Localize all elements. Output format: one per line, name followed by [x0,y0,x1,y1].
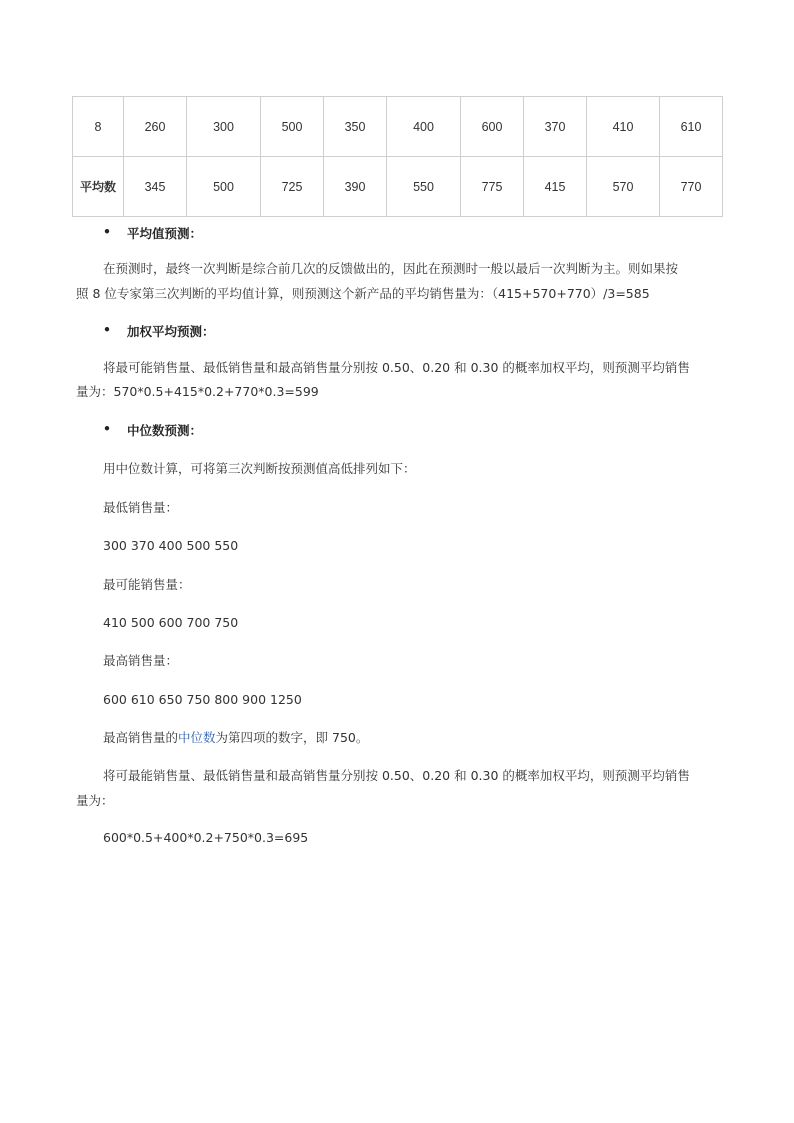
table-row-header-cell: 平均数 [73,157,124,217]
table-cell: 570 [587,157,660,217]
likely-sales-label: 最可能销售量： [103,577,191,592]
table-cell: 610 [660,97,723,157]
bullet-dot: • [103,421,111,436]
table-cell: 725 [261,157,324,217]
table-cell: 770 [660,157,723,217]
expert-forecast-table [72,96,723,217]
section-title-median: 中位数预测： [127,423,203,438]
table-cell: 600 [461,97,524,157]
section-title-average: 平均值预测： [127,226,203,241]
table-cell: 500 [187,157,261,217]
table-cell: 350 [324,97,387,157]
median-link[interactable]: 中位数 [178,730,216,745]
paragraph-final-line-1: 将可最能销售量、最低销售量和最高销售量分别按 0.50、0.20 和 0.30 的概率加权平均，则预测平均销售 [103,768,690,783]
table-cell: 300 [187,97,261,157]
table-cell: 370 [524,97,587,157]
paragraph-weighted-line-2: 量为：570*0.5+415*0.2+770*0.3=599 [76,384,319,399]
likely-sales-values: 410 500 600 700 750 [103,615,239,630]
table-row [73,157,723,217]
bullet-dot: • [103,322,111,337]
table-cell: 390 [324,157,387,217]
low-sales-values: 300 370 400 500 550 [103,538,239,553]
table-cell: 415 [524,157,587,217]
table-row [73,97,723,157]
table-cell: 345 [124,157,187,217]
table-cell: 400 [387,97,461,157]
low-sales-label: 最低销售量： [103,500,179,515]
high-sales-values: 600 610 650 750 800 900 1250 [103,692,302,707]
high-sales-label: 最高销售量： [103,653,179,668]
median-note [103,727,368,749]
table-cell: 410 [587,97,660,157]
median-note-prefix: 最高销售量的 [103,730,179,745]
paragraph-final-line-2: 量为： [76,793,114,808]
paragraph-average-line-1: 在预测时，最终一次判断是综合前几次的反馈做出的，因此在预测时一般以最后一次判断为主。则如果按 [103,261,679,276]
table-row-header-cell: 8 [73,97,124,157]
bullet-dot: • [103,224,111,239]
section-title-weighted: 加权平均预测： [127,324,215,339]
table-cell: 260 [124,97,187,157]
paragraph-median-intro: 用中位数计算，可将第三次判断按预测值高低排列如下： [103,461,416,476]
table-cell: 550 [387,157,461,217]
table-cell: 775 [461,157,524,217]
median-note-suffix: 为第四项的数字，即 750。 [215,730,369,745]
table-cell: 500 [261,97,324,157]
paragraph-weighted-line-1: 将最可能销售量、最低销售量和最高销售量分别按 0.50、0.20 和 0.30 的概率加权平均，则预测平均销售 [103,360,690,375]
final-formula: 600*0.5+400*0.2+750*0.3=695 [103,830,309,845]
paragraph-average-line-2: 照 8 位专家第三次判断的平均值计算，则预测这个新产品的平均销售量为：（415+570+770）/3=585 [76,286,650,301]
table-body [73,97,723,217]
